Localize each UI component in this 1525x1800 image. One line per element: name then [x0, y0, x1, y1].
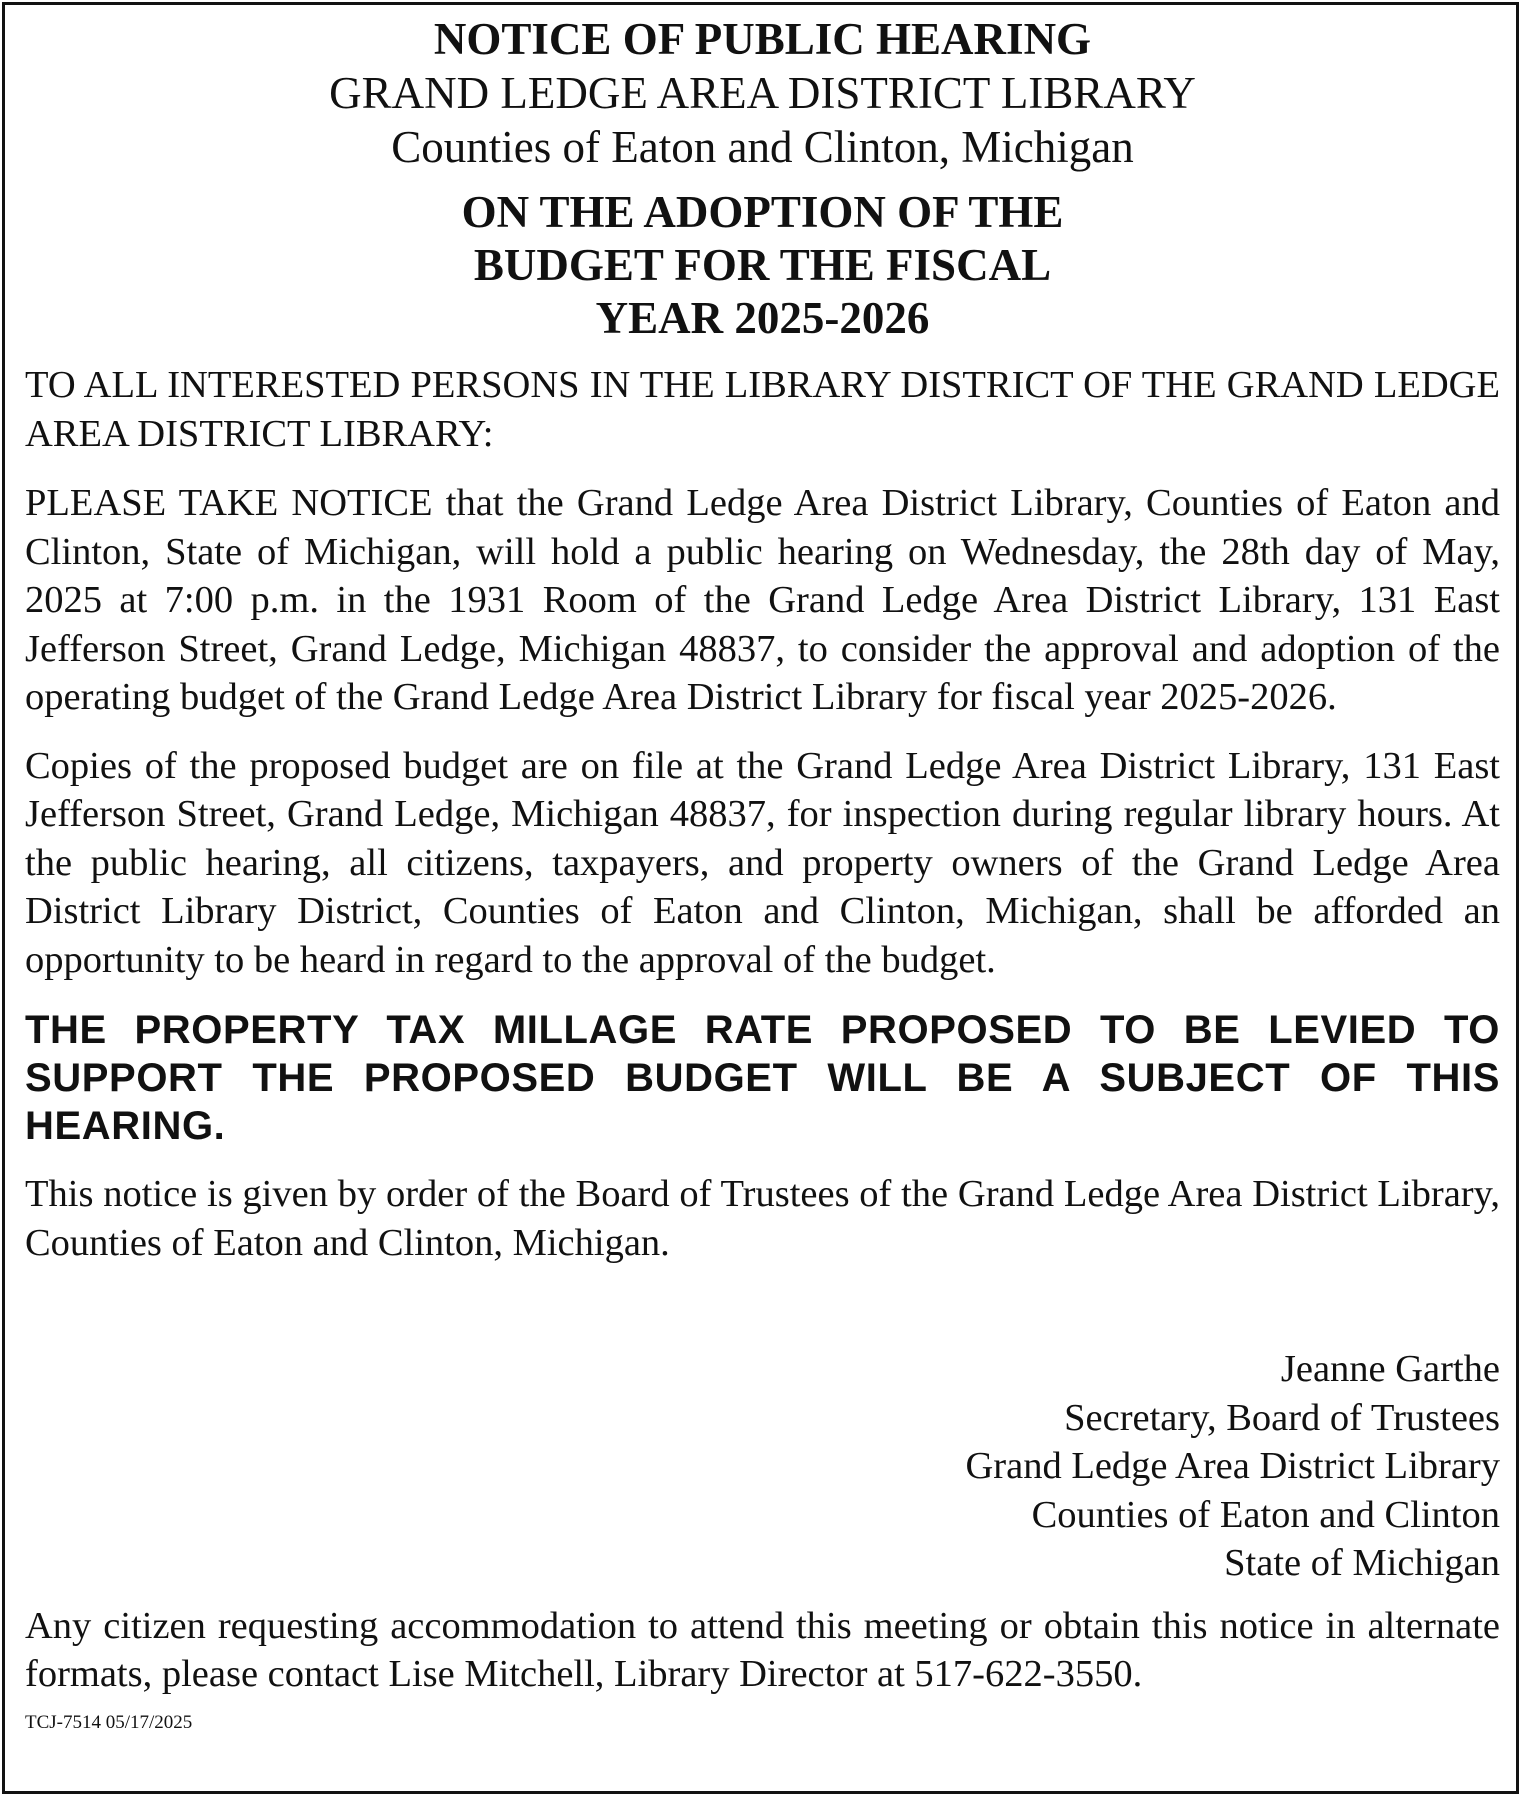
public-notice	[25, 12, 1500, 1735]
subject-line-2: BUDGET FOR THE FISCAL	[473, 240, 1052, 290]
signatory-title: Secretary, Board of Trustees	[1064, 1396, 1500, 1439]
notice-header	[25, 12, 1500, 174]
signatory-name: Jeanne Garthe	[1280, 1348, 1500, 1390]
accessibility-paragraph: Any citizen requesting accommodation to attend this meeting or obtain this notice in alternate formats, please contact Lise Mitchell, Library Director at 517-622-3550.	[25, 1604, 1500, 1695]
subject-line-1: ON THE ADOPTION OF THE	[461, 187, 1064, 237]
counties-line: Counties of Eaton and Clinton, Michigan	[391, 122, 1134, 172]
library-name: GRAND LEDGE AREA DISTRICT LIBRARY	[329, 68, 1196, 118]
board-order-paragraph: This notice is given by order of the Board of Trustees of the Grand Ledge Area District Library, Counties of Eaton and Clinton, Michigan.	[25, 1173, 1500, 1264]
subject-line-3: YEAR 2025-2026	[595, 293, 930, 343]
addressee-paragraph: TO ALL INTERESTED PERSONS IN THE LIBRARY DISTRICT OF THE GRAND LEDGE AREA DISTRICT LIBRARY:	[25, 364, 1500, 455]
signatory-state: State of Michigan	[1224, 1542, 1500, 1584]
reference-code: TCJ-7514 05/17/2025	[25, 1711, 193, 1733]
millage-statement: THE PROPERTY TAX MILLAGE RATE PROPOSED TO BE LEVIED TO SUPPORT THE PROPOSED BUDGET WILL BE A SUBJECT OF THIS HEARING.	[25, 1008, 1500, 1148]
signatory-organization: Grand Ledge Area District Library	[965, 1445, 1500, 1487]
notice-title: NOTICE OF PUBLIC HEARING	[433, 14, 1092, 64]
hearing-notice-paragraph: PLEASE TAKE NOTICE that the Grand Ledge Area District Library, Counties of Eaton and Clinton, State of Michigan, will hold a public hearing on Wednesday, the 28th day of May, 2025 at 7:00 p.m. in the 1931 Room of the Grand Ledge Area District Library, 131 East Jefferson Street, Grand Ledge, Michigan 48837, to consider the approval and adoption of the operating budget of the Grand Ledge Area District Library for fiscal year 2025-2026.	[25, 482, 1500, 718]
budget-copies-paragraph: Copies of the proposed budget are on file at the Grand Ledge Area District Library, 131 East Jefferson Street, Grand Ledge, Michigan 48837, for inspection during regular library hours. At the public hearing, all citizens, taxpayers, and property owners of the Grand Ledge Area District Library District, Counties of Eaton and Clinton, Michigan, shall be afforded an opportunity to be heard in regard to the approval of the budget.	[25, 744, 1500, 981]
notice-subject	[25, 186, 1500, 345]
signatory-counties: Counties of Eaton and Clinton	[1031, 1493, 1500, 1536]
signature-block	[25, 1345, 1500, 1588]
